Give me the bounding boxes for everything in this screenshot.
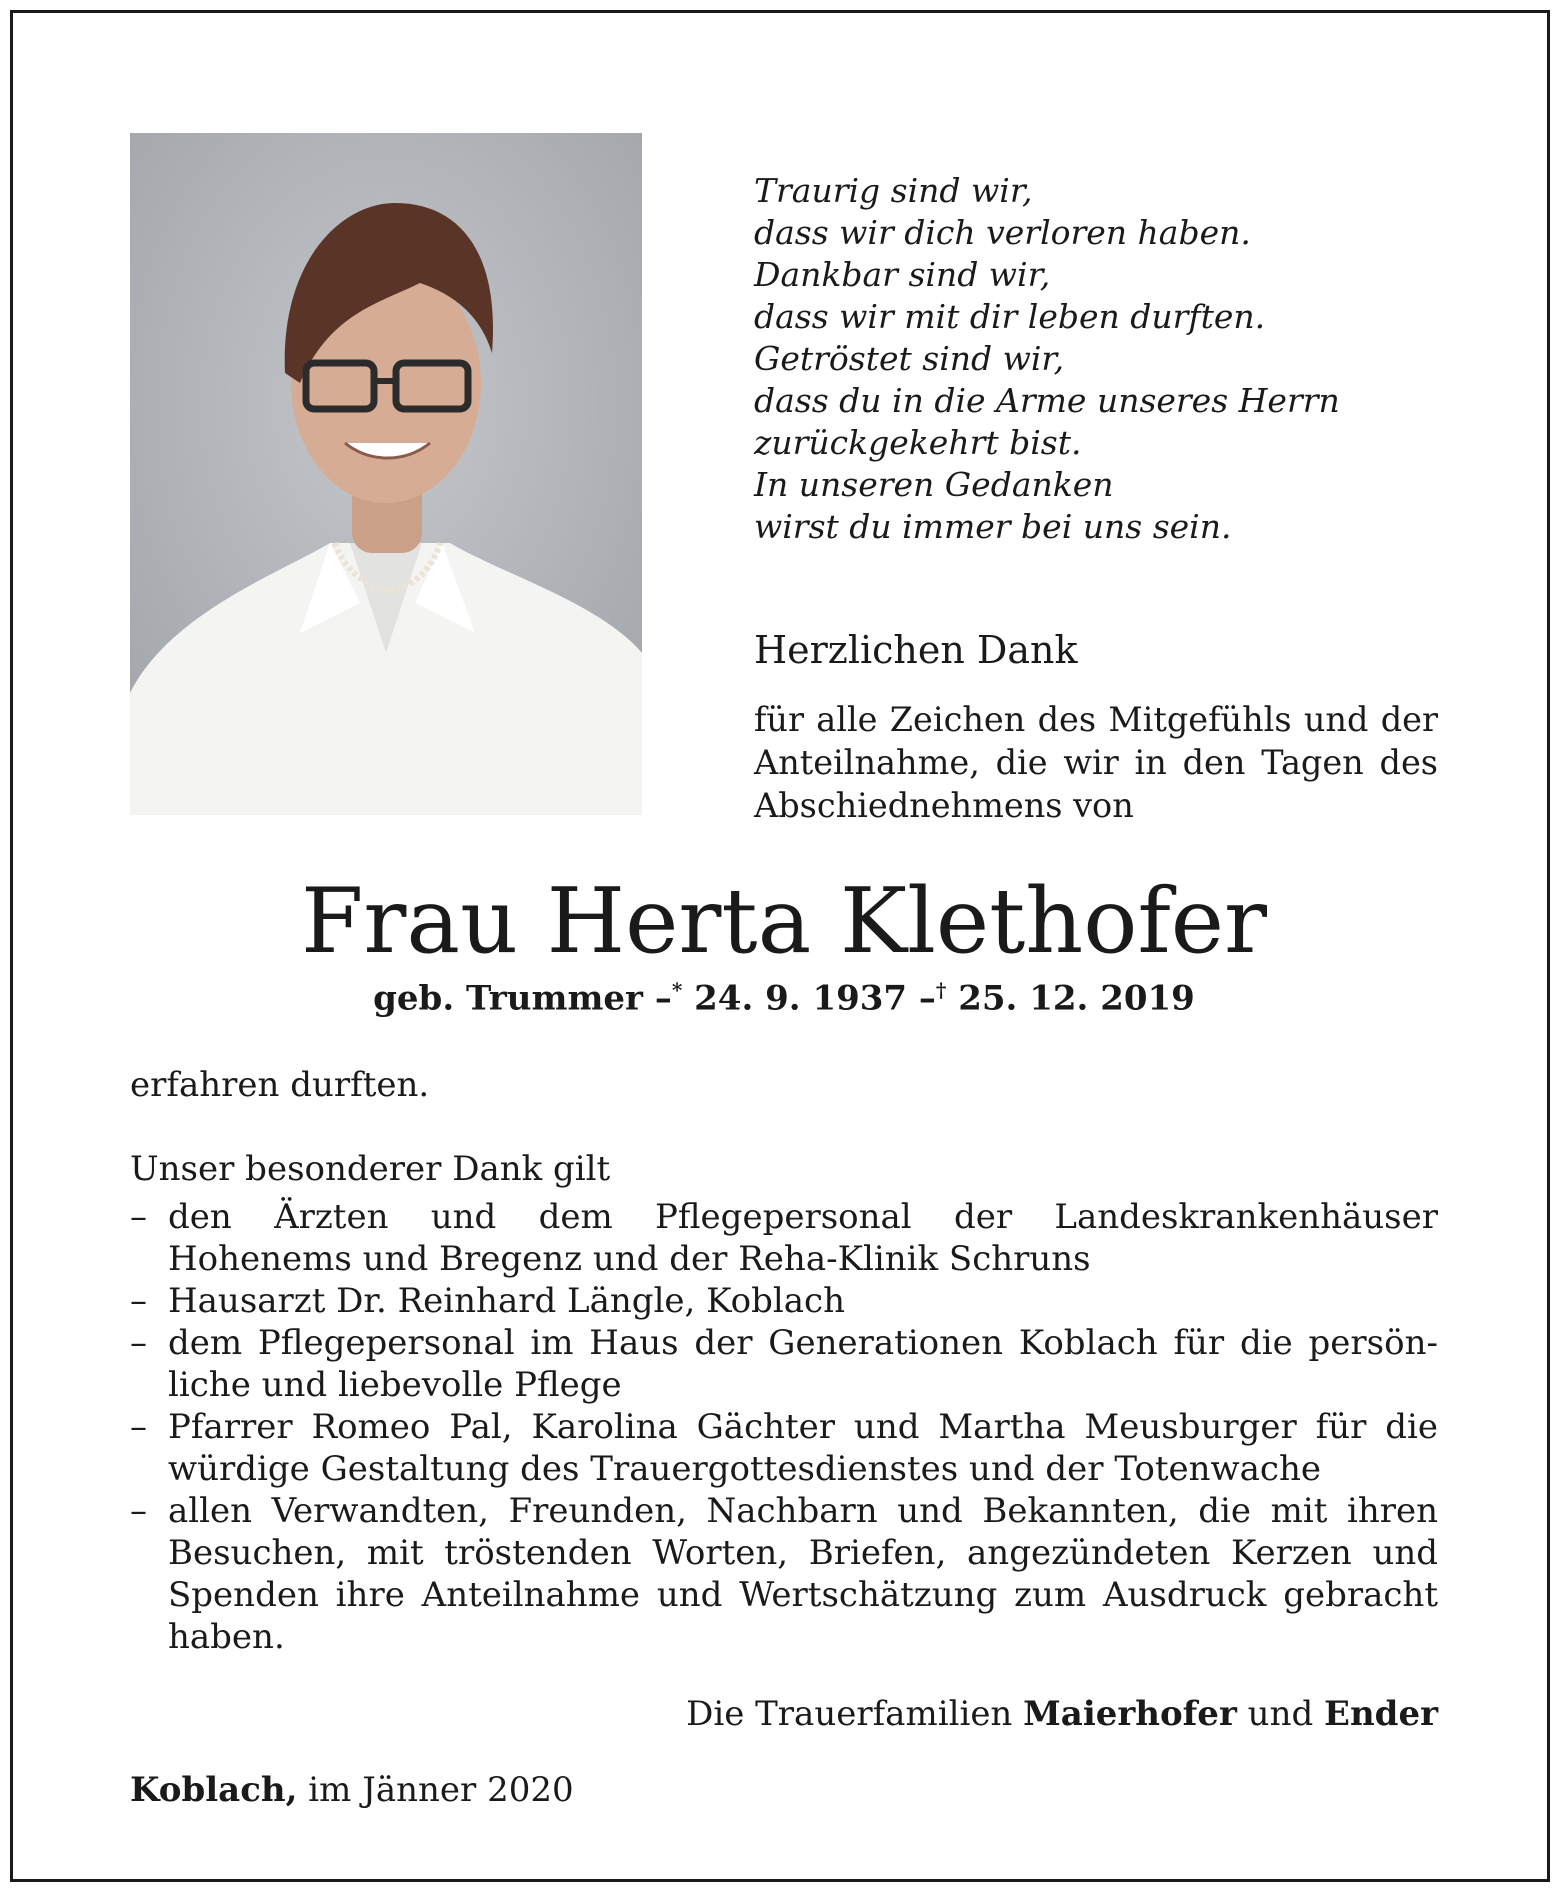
list-item: – den Ärzten und dem Pflegepersonal der Landeskrankenhäuser Hohenems und Bregenz und der Reha-Klinik Schruns [130, 1196, 1438, 1280]
poem-line: Dankbar sind wir, [754, 255, 1051, 294]
family-name: Ender [1324, 1694, 1438, 1734]
birth-death-line [0, 978, 1568, 1018]
dash: – [654, 978, 672, 1019]
signoff-prefix: Die Trauerfamilien [686, 1694, 1013, 1734]
portrait-photo [130, 133, 642, 815]
poem-line: wirst du immer bei uns sein. [754, 507, 1232, 546]
continuation-text: erfahren durften. [130, 1065, 430, 1105]
birth-symbol: * [671, 978, 683, 1002]
list-item: – Pfarrer Romeo Pal, Karolina Gächter und Martha Meusburger für die würdige Gestaltung des Trauergottesdienstes und der Totenwache [130, 1406, 1438, 1490]
family-name: Maierhofer [1023, 1694, 1237, 1734]
dash: – [918, 978, 936, 1019]
poem-line: dass du in die Arme unseres Herrn [754, 381, 1340, 420]
poem [754, 170, 1340, 548]
date: im Jänner 2020 [308, 1770, 574, 1810]
poem-line: dass wir mit dir leben durften. [754, 297, 1266, 336]
special-thanks-list [130, 1196, 1438, 1658]
birth-date: 24. 9. 1937 [694, 978, 908, 1019]
maiden-name: geb. Trummer [373, 978, 643, 1019]
poem-line: dass wir dich verloren haben. [754, 213, 1251, 252]
thanks-heading: Herzlichen Dank [754, 628, 1078, 672]
list-item: – Hausarzt Dr. Reinhard Längle, Koblach [130, 1280, 1438, 1322]
signoff-connector: und [1247, 1694, 1314, 1734]
poem-line: In unseren Gedanken [754, 465, 1114, 504]
thanks-intro-line: für alle Zeichen des Mitgefühls und der [754, 700, 1438, 739]
signoff [686, 1694, 1438, 1734]
place-date [130, 1770, 574, 1810]
place: Koblach, [130, 1770, 298, 1810]
special-thanks-intro: Unser besonderer Dank gilt [130, 1149, 611, 1189]
thanks-intro-line: Anteilnahme, die wir in den Tagen des [754, 743, 1438, 782]
thanks-intro-line: Abschiednehmens von [754, 786, 1134, 825]
poem-line: Traurig sind wir, [754, 171, 1033, 210]
poem-line: Getröstet sind wir, [754, 339, 1065, 378]
death-date: 25. 12. 2019 [958, 978, 1195, 1019]
thanks-intro [754, 698, 1438, 827]
death-symbol: † [935, 978, 947, 1002]
portrait-illustration [130, 133, 642, 815]
list-item: – allen Verwandten, Freunden, Nachbarn und Bekannten, die mit ihren Besuchen, mit tröstenden Worten, Briefen, angezündeten Kerzen und Spenden ihre Anteilnahme und Wertschätzung zum Ausdruck gebracht haben. [130, 1490, 1438, 1658]
list-item: – dem Pflegepersonal im Haus der Generationen Koblach für die persönliche und liebevolle Pflege [130, 1322, 1438, 1406]
poem-line: zurückgekehrt bist. [754, 423, 1082, 462]
deceased-name: Frau Herta Klethofer [300, 869, 1268, 974]
